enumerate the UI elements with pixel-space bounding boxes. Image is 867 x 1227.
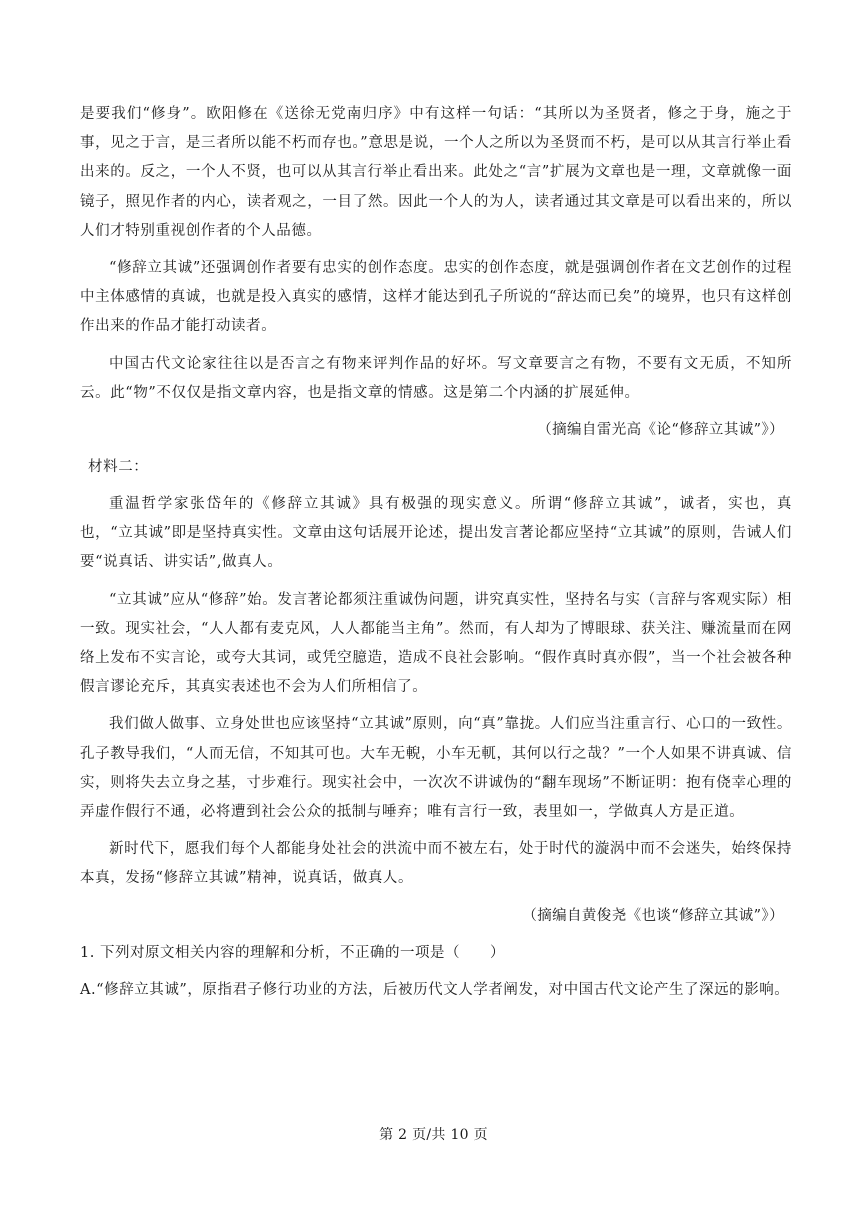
paragraph-conduct: 我们做人做事、立身处世也应该坚持“立其诚”原则，向“真”靠拢。人们应当注重言行、心口的一致性。孔子教导我们，“人而无信，不知其可也。大车无輗，小车无軏，其何以行之哉？”一个人如果不讲真诚、信实，则将失去立身之基，寸步难行。现实社会中，一次次不讲诚伪的“翻车现场”不断证明：抱有侥幸心理的弄虚作假行不通，必将遭到社会公众的抵制与唾弃；唯有言行一致，表里如一，学做真人方是正道。	[80, 716, 792, 821]
paragraph-new-era: 新时代下，愿我们每个人都能身处社会的洪流中而不被左右，处于时代的漩涡中而不会迷失，始终保持本真，发扬“修辞立其诚”精神，说真话，做真人。	[80, 841, 792, 887]
material-two-heading: 材料二：	[88, 459, 149, 476]
document-body	[80, 100, 792, 1005]
question-1-option-a: A.“修辞立其诚”，原指君子修行功业的方法，后被历代文人学者阐发，对中国古代文论产生了深远的影响。	[80, 981, 790, 998]
page-number-footer: 第 2 页/共 10 页	[379, 1127, 488, 1143]
paragraph-start-from-rhetoric: “立其诚”应从“修辞”始。发言著论都须注重诚伪问题，讲究真实性，坚持名与实（言辞与客观实际）相一致。现实社会，“人人都有麦克风，人人都能当主角”。然而，有人却为了博眼球、获关注、赚流量而在网络上发布不实言论，或夸大其词，或凭空臆造，造成不良社会影响。“假作真时真亦假”，当一个社会被各种假言谬论充斥，其真实表述也不会为人们所相信了。	[80, 591, 792, 696]
paragraph-continuation: 是要我们“修身”。欧阳修在《送徐无党南归序》中有这样一句话：“其所以为圣贤者，修之于身，施之于事，见之于言，是三者所以能不朽而存也。”意思是说，一个人之所以为圣贤而不朽，是可以从其言行举止看出来的。反之，一个人不贤，也可以从其言行举止看出来。此处之“言”扩展为文章也是一理，文章就像一面镜子，照见作者的内心，读者观之，一目了然。因此一个人的为人，读者通过其文章是可以看出来的，所以人们才特别重视创作者的个人品德。	[80, 106, 792, 239]
paragraph-substance: 中国古代文论家往往以是否言之有物来评判作品的好坏。写文章要言之有物，不要有文无质，不知所云。此“物”不仅仅是指文章内容，也是指文章的情感。这是第二个内涵的扩展延伸。	[80, 355, 792, 401]
question-1: 1. 下列对原文相关内容的理解和分析，不正确的一项是（ ）	[80, 944, 505, 961]
paragraph-sincere-attitude: “修辞立其诚”还强调创作者要有忠实的创作态度。忠实的创作态度，就是强调创作者在文艺创作的过程中主体感情的真诚，也就是投入真实的感情，这样才能达到孔子所说的“辞达而已矣”的境界，也只有这样创作出来的作品才能打动读者。	[80, 260, 792, 335]
source-citation-1: （摘编自雷光高《论“修辞立其诚”》）	[537, 422, 784, 439]
source-citation-2: （摘编自黄俊尧《也谈“修辞立其诚”》）	[522, 907, 784, 924]
paragraph-zhang-dainian: 重温哲学家张岱年的《修辞立其诚》具有极强的现实意义。所谓“修辞立其诚”，诚者，实也，真也，“立其诚”即是坚持真实性。文章由这句话展开论述，提出发言著论都应坚持“立其诚”的原则，告诫人们要“说真话、讲实话”,做真人。	[80, 496, 792, 571]
